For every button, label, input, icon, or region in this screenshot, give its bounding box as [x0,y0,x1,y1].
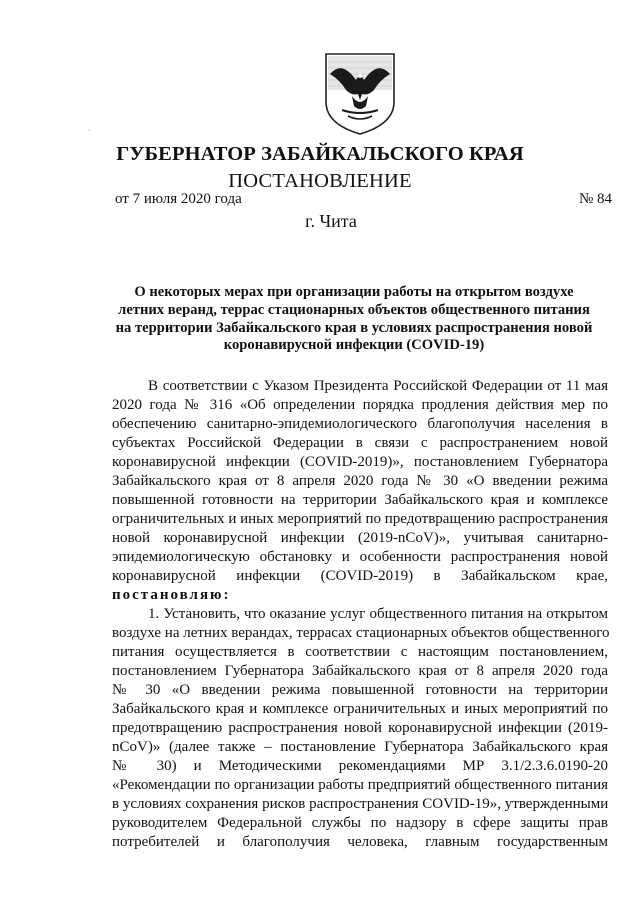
preamble-line: коронавирусной инфекции (COVID-2019) в Забайкальском крае, [112,568,608,584]
document-title: О некоторых мерах при организации работы на открытом воздухе летних веранд, террас стационарных объектов общественного питания на территории Забайкальского края в условиях распространения новой коронавирусной инфекции (COVID-19) [115,284,593,354]
document-city: г. Чита [305,211,357,231]
preamble-line: новой коронавирусной инфекции (2019-nCoV)», учитывая санитарно- [112,530,608,546]
document-type-heading: ПОСТАНОВЛЕНИЕ [228,170,412,192]
item1-line: воздухе на летних верандах, террасах стационарных объектов общественного [112,625,610,641]
preamble-line: субъектах Российской Федерации в связи с распространением новой [112,435,608,451]
document-date: от 7 июля 2020 года [115,191,242,207]
item1-line: предотвращению распространения новой коронавирусной инфекции (2019- [112,720,608,736]
item1-line: «Рекомендации по организации работы предприятий общественного питания [112,777,608,793]
coat-of-arms-icon [322,50,398,136]
preamble-line: эпидемиологическую обстановку и особенности распространения новой [112,549,608,565]
organization-heading: ГУБЕРНАТОР ЗАБАЙКАЛЬСКОГО КРАЯ [116,143,524,165]
item1-line: Забайкальского края и комплексе ограничительных и иных мероприятий по [112,701,608,717]
item1-line: 1. Установить, что оказание услуг общественного питания на открытом [148,606,608,622]
document-number: № 84 [578,191,612,207]
preamble-line: повышенной готовности на территории Забайкальского края и комплексе [112,492,608,508]
preamble-line: Забайкальского края от 8 апреля 2020 года № 30 «О введении режима [112,473,608,489]
preamble-line: В соответствии с Указом Президента Российской Федерации от 11 мая [148,378,608,394]
preamble-line: 2020 года № 316 «Об определении порядка продления действия мер по [112,397,608,413]
item1-line: постановлением Губернатора Забайкальского края от 8 апреля 2020 года [112,663,608,679]
item1-line: питания осуществляется в соответствии с настоящим постановлением, [112,644,608,660]
preamble-line: обеспечению санитарно-эпидемиологического благополучия населения в [112,416,608,432]
preamble-line: коронавирусной инфекции (COVID-2019)», постановлением Губернатора [112,454,608,470]
item1-line: nCoV)» (далее также – постановление Губернатора Забайкальского края [112,739,608,755]
item1-line: № 30 «О введении режима повышенной готовности на территории [112,682,608,698]
margin-mark: · [88,126,91,135]
item1-line: в условиях сохранения рисков распространения COVID-19», утвержденными [112,796,609,812]
item1-line: руководителем Федеральной службы по надзору в сфере защиты прав [112,815,608,831]
preamble-line: ограничительных и иных мероприятий по предотвращению распространения [112,511,609,527]
resolve-word: постановляю: [112,587,231,603]
item1-line: № 30) и Методическими рекомендациями МР 3.1/2.3.6.0190-20 [112,758,608,774]
item1-line: потребителей и благополучия человека, главным государственным [112,834,608,850]
